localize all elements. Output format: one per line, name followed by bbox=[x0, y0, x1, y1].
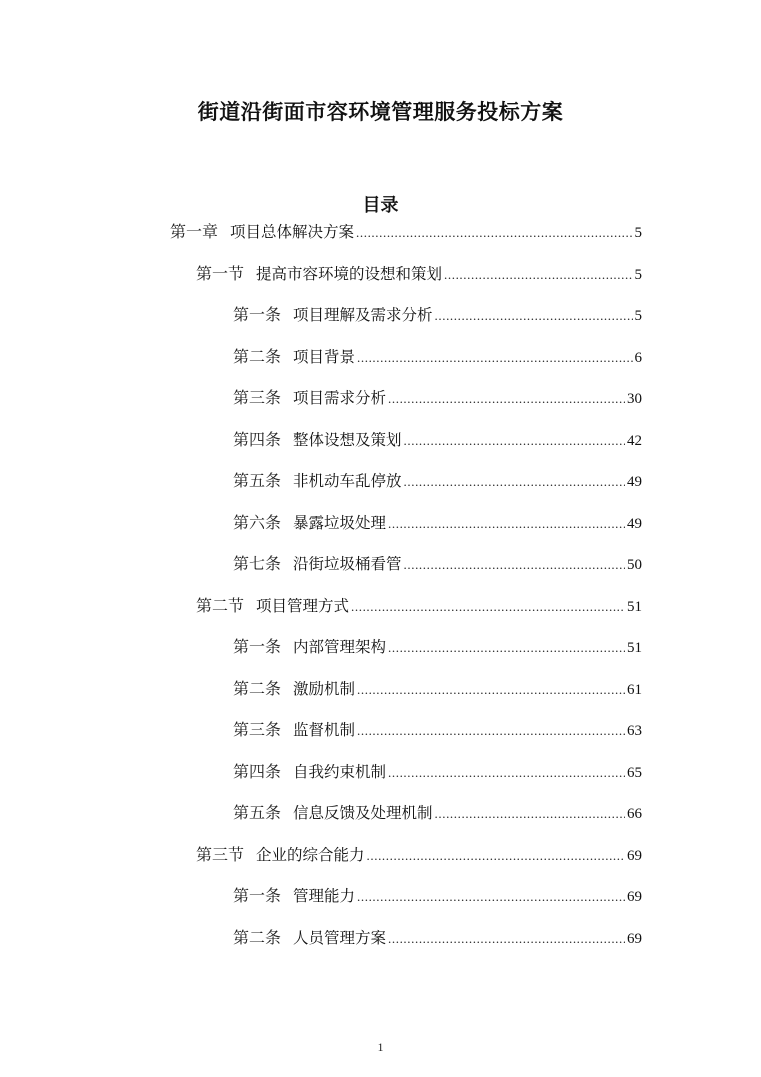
toc-entry-page: 5 bbox=[634, 225, 642, 241]
toc-dot-leader bbox=[357, 678, 625, 702]
toc-entry-title: 人员管理方案 bbox=[293, 929, 387, 947]
toc-dot-leader bbox=[435, 304, 633, 328]
toc-dot-leader bbox=[356, 221, 632, 245]
toc-entry-page: 51 bbox=[627, 640, 642, 656]
toc-entry-title: 暴露垃圾处理 bbox=[293, 514, 387, 532]
toc-entry-level-3[interactable] bbox=[233, 718, 642, 742]
toc-dot-leader bbox=[351, 595, 625, 619]
toc-entry-page: 50 bbox=[627, 557, 642, 573]
toc-entry-number: 第二条 bbox=[233, 928, 282, 947]
toc-entry-title: 信息反馈及处理机制 bbox=[293, 804, 433, 822]
toc-entry-number: 第七条 bbox=[233, 554, 282, 573]
toc-entry-title: 整体设想及策划 bbox=[293, 431, 402, 449]
toc-entry-number: 第一条 bbox=[233, 637, 282, 656]
toc-entry-number: 第二条 bbox=[233, 679, 282, 698]
toc-entry-level-3[interactable] bbox=[233, 552, 642, 576]
toc-entry-number: 第五条 bbox=[233, 803, 282, 822]
toc-dot-leader bbox=[388, 512, 625, 536]
toc-entry-number: 第四条 bbox=[233, 430, 282, 449]
toc-entry-level-3[interactable] bbox=[233, 511, 642, 535]
toc-entry-number: 第三节 bbox=[196, 845, 245, 864]
toc-entry-level-3[interactable] bbox=[233, 345, 642, 369]
toc-entry-number: 第一节 bbox=[196, 264, 245, 283]
toc-entry-title: 项目需求分析 bbox=[293, 389, 387, 407]
toc-entry-title: 内部管理架构 bbox=[293, 638, 387, 656]
toc-entry-title: 自我约束机制 bbox=[293, 763, 387, 781]
toc-entry-page: 49 bbox=[627, 474, 642, 490]
toc-dot-leader bbox=[388, 761, 625, 785]
toc-entry-number: 第一条 bbox=[233, 886, 282, 905]
toc-entry-level-2[interactable] bbox=[196, 843, 642, 867]
toc-entry-page: 51 bbox=[627, 599, 642, 615]
toc-entry-title: 企业的综合能力 bbox=[256, 846, 365, 864]
toc-entry-title: 非机动车乱停放 bbox=[293, 472, 402, 490]
toc-dot-leader bbox=[404, 470, 625, 494]
toc-entry-page: 69 bbox=[627, 848, 642, 864]
toc-entry-page: 42 bbox=[627, 433, 642, 449]
toc-entry-number: 第六条 bbox=[233, 513, 282, 532]
toc-entry-level-3[interactable] bbox=[233, 635, 642, 659]
toc-entry-number: 第二节 bbox=[196, 596, 245, 615]
toc-entry-title: 监督机制 bbox=[293, 721, 356, 739]
toc-entry-page: 49 bbox=[627, 516, 642, 532]
toc-dot-leader bbox=[388, 636, 625, 660]
toc-entry-page: 5 bbox=[634, 308, 642, 324]
toc-entry-level-3[interactable] bbox=[233, 801, 642, 825]
toc-dot-leader bbox=[357, 346, 632, 370]
toc-entry-number: 第四条 bbox=[233, 762, 282, 781]
toc-entry-page: 69 bbox=[627, 931, 642, 947]
toc-entry-page: 61 bbox=[627, 682, 642, 698]
toc-entry-page: 63 bbox=[627, 723, 642, 739]
toc-entry-page: 30 bbox=[627, 391, 642, 407]
toc-entry-level-3[interactable] bbox=[233, 760, 642, 784]
toc-dot-leader bbox=[435, 802, 625, 826]
toc-entry-title: 项目总体解决方案 bbox=[230, 223, 355, 241]
toc-entry-level-3[interactable] bbox=[233, 677, 642, 701]
toc-entry-number: 第三条 bbox=[233, 388, 282, 407]
toc-dot-leader bbox=[357, 719, 625, 743]
toc-entry-level-3[interactable] bbox=[233, 926, 642, 950]
toc-dot-leader bbox=[388, 927, 625, 951]
toc-dot-leader bbox=[357, 885, 625, 909]
toc-entry-level-2[interactable] bbox=[196, 262, 642, 286]
toc-entry-title: 激励机制 bbox=[293, 680, 356, 698]
toc-entry-level-3[interactable] bbox=[233, 884, 642, 908]
toc-dot-leader bbox=[404, 429, 625, 453]
toc-entry-number: 第一条 bbox=[233, 305, 282, 324]
toc-entry-level-3[interactable] bbox=[233, 303, 642, 327]
toc-dot-leader bbox=[367, 844, 625, 868]
toc-entry-title: 提高市容环境的设想和策划 bbox=[256, 265, 443, 283]
toc-entry-level-1[interactable] bbox=[170, 220, 642, 244]
toc-entry-number: 第一章 bbox=[170, 222, 219, 241]
toc-entry-page: 65 bbox=[627, 765, 642, 781]
toc-entry-title: 管理能力 bbox=[293, 887, 356, 905]
toc-entry-level-3[interactable] bbox=[233, 428, 642, 452]
toc-entry-level-3[interactable] bbox=[233, 469, 642, 493]
page-number: 1 bbox=[377, 1040, 384, 1054]
toc-entry-title: 项目管理方式 bbox=[256, 597, 350, 615]
toc-entry-page: 5 bbox=[634, 267, 642, 283]
toc-dot-leader bbox=[404, 553, 625, 577]
toc-entry-page: 66 bbox=[627, 806, 642, 822]
toc-dot-leader bbox=[388, 387, 625, 411]
document-title: 街道沿街面市容环境管理服务投标方案 bbox=[197, 100, 564, 124]
toc-heading: 目录 bbox=[362, 195, 399, 216]
toc-entry-page: 69 bbox=[627, 889, 642, 905]
toc-entry-number: 第三条 bbox=[233, 720, 282, 739]
toc-entry-level-2[interactable] bbox=[196, 594, 642, 618]
toc-entry-title: 项目理解及需求分析 bbox=[293, 306, 433, 324]
toc-entry-number: 第二条 bbox=[233, 347, 282, 366]
toc-entry-page: 6 bbox=[634, 350, 642, 366]
toc-entry-title: 项目背景 bbox=[293, 348, 356, 366]
toc-entry-level-3[interactable] bbox=[233, 386, 642, 410]
toc-entry-number: 第五条 bbox=[233, 471, 282, 490]
toc-dot-leader bbox=[444, 263, 632, 287]
toc-entry-title: 沿街垃圾桶看管 bbox=[293, 555, 402, 573]
